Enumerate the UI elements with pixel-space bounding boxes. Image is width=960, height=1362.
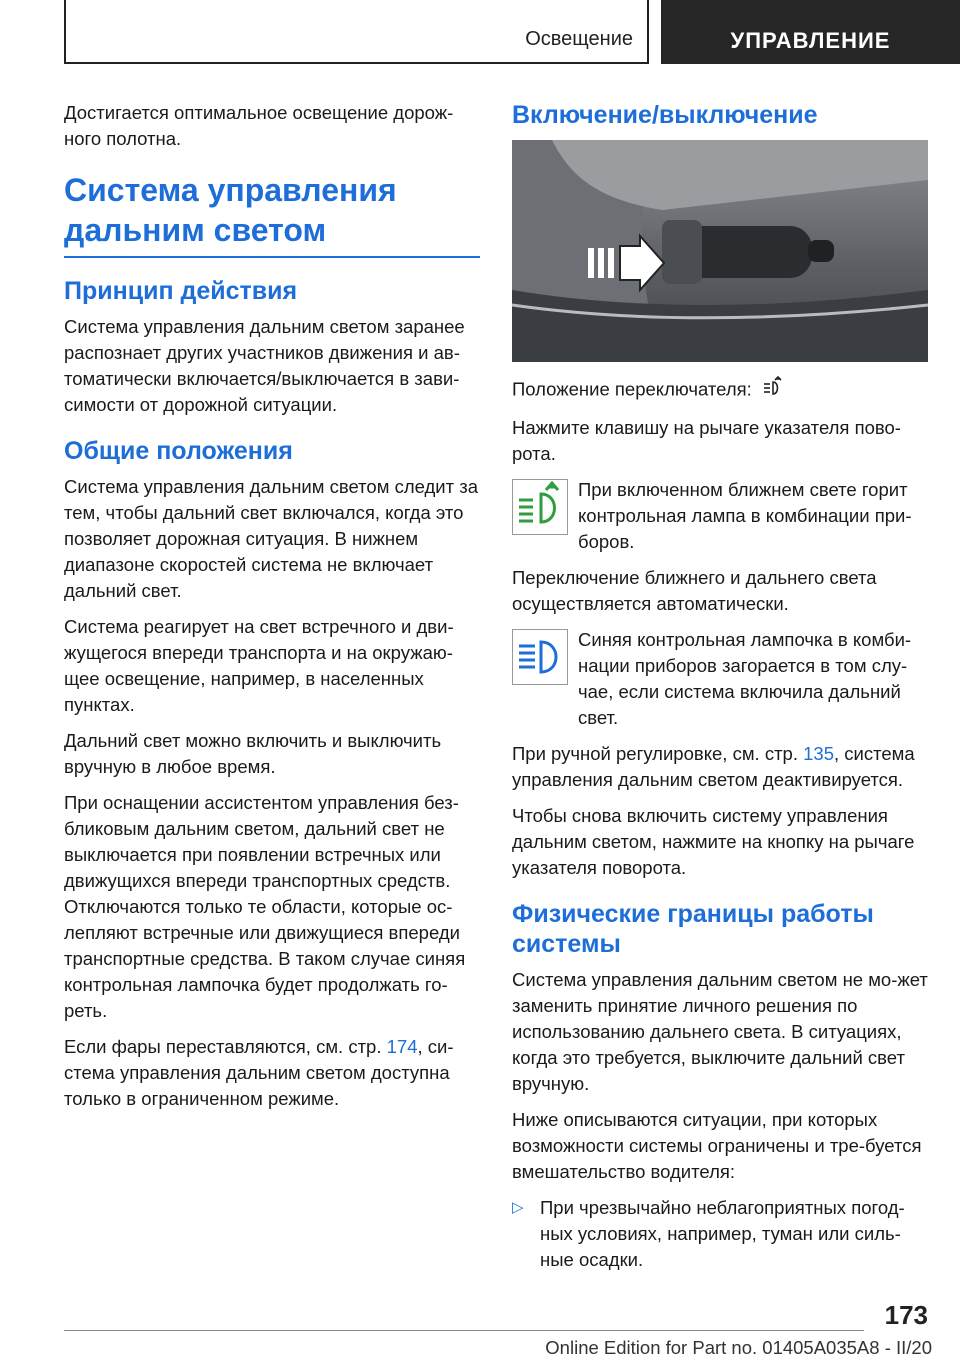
turn-signal-lever-photo — [512, 140, 928, 362]
green-indicator-block — [512, 477, 928, 555]
limits-paragraph-1: Система управления дальним светом не мо-жет заменить принятие личного решения по использованию дальнего света. В ситуациях, когда это требуется, выключите дальний свет вручную. — [512, 969, 928, 1094]
green-indicator-text: При включенном ближнем свете горит контрольная лампа в комбинации при-боров. — [578, 479, 912, 552]
left-column — [64, 100, 480, 1122]
manual-adjust-text — [512, 741, 928, 793]
header-section-box — [64, 0, 649, 64]
page-link-174[interactable]: 174 — [386, 1036, 418, 1057]
blue-indicator-text: Синяя контрольная лампочка в комби-нации приборов загорается в том слу-чае, если система включила дальний свет. — [578, 629, 912, 728]
intro-text: Достигается оптимальное освещение дорож-ного полотна. — [64, 102, 454, 149]
paragraph-general-4: При оснащении ассистентом управления без-бликовым дальним светом, дальний свет не выключается при появлении встречных или движущихся впереди транспортных средств. Отключаются только те области, которые ос-лепляют встречные или движущиеся впереди транспортные средства. В таком случае синяя контрольная лампочка будет продолжать го-реть. — [64, 792, 466, 1021]
paragraph-general-5-pre: Если фары переставляются, см. стр. — [64, 1036, 387, 1057]
limits-paragraph-2: Ниже описываются ситуации, при которых возможности системы ограничены и тре-буется вмешательство водителя: — [512, 1109, 922, 1182]
heading-limits: Физические границы работы системы — [512, 900, 874, 958]
blue-indicator-block — [512, 627, 928, 731]
auto-switch-text: Переключение ближнего и дальнего света осуществляется автоматически. — [512, 567, 877, 614]
header-chapter-tab: УПРАВЛЕНИЕ — [661, 0, 960, 64]
page-number: 173 — [884, 1300, 928, 1330]
footer-edition: Online Edition for Part no. 01405A035A8 - II/20 — [545, 1337, 932, 1358]
green-low-beam-indicator-icon — [512, 479, 568, 535]
heading-general: Общие положения — [64, 437, 293, 465]
section-title: Система управления дальним светом — [64, 170, 480, 258]
paragraph-general-2: Система реагирует на свет встречного и дви-жущегося впереди транспорта и на окружаю-щее освещение, например, в населенных пунктах. — [64, 616, 454, 715]
heading-principle: Принцип действия — [64, 277, 298, 305]
bullet-text: При чрезвычайно неблагоприятных погод-ных условиях, например, туман или силь-ные осадки. — [540, 1197, 905, 1270]
paragraph-general-5 — [64, 1034, 480, 1112]
header-section-title: Освещение — [525, 28, 633, 50]
press-lever-text: Нажмите клавишу на рычаге указателя пово-рота. — [512, 417, 901, 464]
paragraph-general-5-post: , си-стема управления дальним светом доступна только в ограниченном режиме. — [64, 1036, 454, 1109]
high-beam-assist-icon — [762, 376, 784, 405]
page-link-135[interactable]: 135 — [803, 743, 834, 764]
bullet-triangle-icon: ▷ — [512, 1199, 524, 1216]
bullet-item — [512, 1195, 928, 1283]
blue-high-beam-indicator-icon — [512, 629, 568, 685]
right-column — [512, 100, 928, 1283]
footer-divider — [64, 1330, 864, 1331]
reenable-text: Чтобы снова включить систему управления дальним светом, нажмите на кнопку на рычаге указателя поворота. — [512, 805, 915, 878]
paragraph-general-1: Система управления дальним светом следит за тем, чтобы дальний свет включался, когда это позволяет дорожная ситуация. В нижнем диапазоне скоростей система не включает дальний свет. — [64, 476, 479, 601]
paragraph-general-3: Дальний свет можно включить и выключить вручную в любое время. — [64, 730, 442, 777]
switch-position-label: Положение переключателя: — [512, 378, 752, 400]
manual-adjust-post: , система управления дальним светом деактивируется. — [512, 743, 915, 790]
switch-position-text — [512, 376, 928, 405]
lever-illustration — [512, 140, 928, 362]
paragraph-principle: Система управления дальним светом заранее распознает других участников движения и ав-томатически включается/выключается в зави-симости от дорожной ситуации. — [64, 316, 465, 415]
heading-on-off: Включение/выключение — [512, 101, 818, 129]
manual-adjust-pre: При ручной регулировке, см. стр. — [512, 743, 804, 764]
